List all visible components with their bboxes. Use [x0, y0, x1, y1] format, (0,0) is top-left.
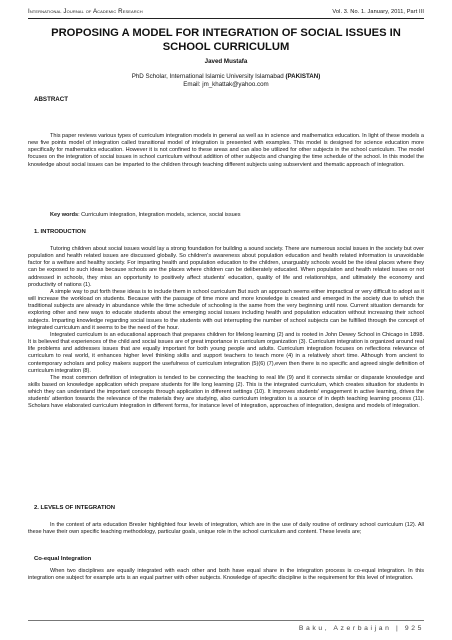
page-footer: Baku, Azerbaijan | 925: [298, 625, 424, 632]
header-divider: [28, 18, 424, 19]
abstract-heading: ABSTRACT: [34, 96, 69, 103]
journal-name: International Journal of Academic Research: [28, 8, 143, 15]
abstract-paragraph: This paper reviews various types of curriculum integration models in general as well as in science and mathematics education. In light of these models a new five points model of integration called transitional model of integration is presented with examples. This model is designed for science education more specifically for mathematics education. However it is not confined to these areas and can also be utilized for other subjects in the school curriculum. The model focuses on the integration of social issues in school curriculum without addition of other subjects and changing the time schedule of the school. In this model the knowledge about social issues can be imparted to the children through teaching different subjects using subservient and thematic approach of integration.: [28, 133, 424, 168]
running-header: [28, 8, 424, 15]
affiliation-country: (PAKISTAN): [285, 73, 321, 80]
levels-paragraph: In the context of arts education Bresler highlighted four levels of integration, which are in the use of daily routine of ordinary school curriculum (12). All these have their own specific teaching methodology, particular goals, unique role in the school curriculum and content. These levels are;: [28, 522, 424, 536]
paper-title: PROPOSING A MODEL FOR INTEGRATION OF SOCIAL ISSUES IN SCHOOL CURRICULUM: [51, 27, 401, 53]
section-heading-introduction: 1. INTRODUCTION: [34, 229, 86, 235]
issue-info: Vol. 3. No. 1. January, 2011, Part III: [332, 9, 424, 15]
keywords: [50, 212, 241, 218]
keywords-list: : Curriculum integration, Integration models, science, social issues: [78, 212, 241, 218]
coequal-body: [28, 568, 424, 582]
intro-paragraph: Integrated curriculum is an educational approach that prepares children for lifelong learning (2) and is rooted in John Dewey School in Chicago in 1898. It is believed that experiences of the child and social issues are of great importance in curriculum organization (3). Curriculum integration is organized around real life problems and addresses issues that are equally important for both young people and adults. Curriculum integration focuses on reflections relevance of curriculum to real world, it enhances higher level thinking skills and support teachers to teach more (4) in a relatively short time. Although from ancient to contemporary scholars and policy makers support the usefulness of curriculum integration (5)(6) (7),even then there is no specific and agreed single definition of curriculum integration (8).: [28, 331, 424, 374]
author-email: Email: jm_khattak@yahoo.com: [183, 81, 269, 88]
footer-divider: [28, 620, 424, 621]
author-affiliation: [28, 73, 424, 89]
introduction-body: [28, 246, 424, 411]
intro-paragraph: The most common definition of integration is tended to be connecting the teaching to real life (9) and it connects similar or disparate knowledge and skills based on knowledge application which prepare students for life long learning (2). This is the integrated curriculum, which creates situation for students in which they can understand the important concepts through application in different settings (10). It improves students' engagement in active learning, drives the students' attention towards the relevance of the materials they are studying, also curriculum integration is a source of in depth teaching learning process (11). Scholars have elaborated curriculum integration in different forms, for instance level of integration, approaches of integration, designs and models of integration.: [28, 374, 424, 410]
intro-paragraph: A simple way to put forth these ideas is to include them in school curriculum But such an approach seems either impractical or very difficult to adopt as it will increase the workload on students. Because with the passage of time more and more knowledge is created and emerged in the society due to which the traditional subjects are already in abundance while the time schedule of schooling is the same from the very beginning until now. Current situation demands for exploring other and new ways to educate students about the emerging social issues including health and population education without increasing their school subjects. Imparting knowledge regarding social issues to the students with out interrupting the number of school subjects can be fulfilled through the concept of integrated curriculum and it seems to be the need of the hour.: [28, 288, 424, 331]
author-name: Javed Mustafa: [204, 58, 248, 65]
keywords-label: Key words: [50, 212, 79, 218]
intro-paragraph: Tutoring children about social issues would lay a strong foundation for building a sound society. There are numerous social issues in the society but over population and health related issues are discussed globally. So children's awareness about population education and health related information is unavoidable factor for a welfare and healthy society. For imparting health and population education to the children, unarguably schools would be the ideal places where they can be exposed to such ideas because schools are the places where children can be deliberately educated. When population and health related issues or not addressed in schools, they miss an opportunity to positively affect students' education, quality of life and relationships, and ultimately the economy and productivity of nations (1).: [28, 246, 424, 288]
section-heading-levels: 2. LEVELS OF INTEGRATION: [34, 505, 116, 511]
affiliation-line: PhD Scholar, International Islamic University Islamabad: [131, 73, 284, 80]
paper-page: [28, 0, 424, 640]
coequal-paragraph: When two disciplines are equally integrated with each other and both have equal share in the integration process is co-equal integration. In this integration one subject for example arts is an equal partner with other subjects. Knowledge of specific discipline is the requirement for this level of integration.: [28, 568, 424, 582]
abstract-text: [28, 133, 424, 169]
levels-body: [28, 522, 424, 536]
subsection-heading-coequal: Co-equal Integration: [34, 556, 92, 562]
